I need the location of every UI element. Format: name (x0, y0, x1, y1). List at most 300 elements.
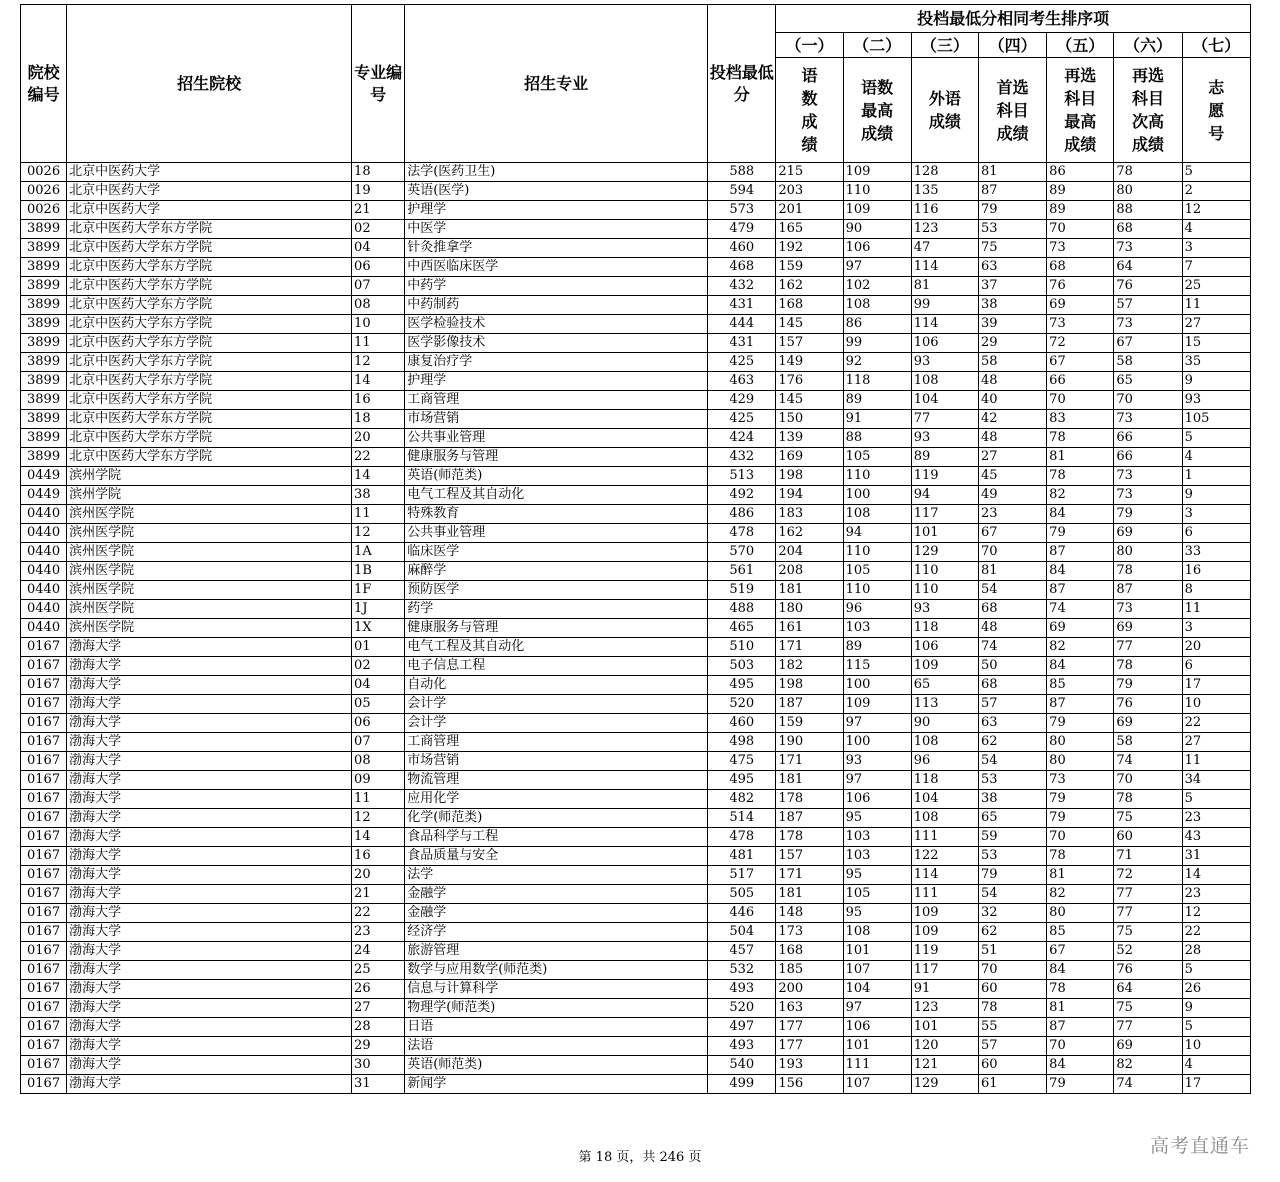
cell-min-score: 520 (708, 695, 776, 714)
cell-sort-2: 89 (843, 638, 911, 657)
cell-major-code: 05 (352, 695, 405, 714)
cell-sort-7: 93 (1182, 391, 1250, 410)
cell-min-score: 478 (708, 828, 776, 847)
cell-sort-3: 129 (911, 1075, 978, 1094)
cell-major-name: 食品科学与工程 (405, 828, 708, 847)
cell-sort-5: 81 (1047, 866, 1114, 885)
cell-major-name: 健康服务与管理 (405, 619, 708, 638)
cell-sort-6: 73 (1114, 315, 1182, 334)
cell-school-name: 渤海大学 (67, 657, 352, 676)
cell-sort-5: 79 (1047, 809, 1114, 828)
cell-sort-6: 69 (1114, 714, 1182, 733)
cell-sort-2: 90 (843, 220, 911, 239)
cell-school-name: 渤海大学 (67, 752, 352, 771)
cell-sort-6: 77 (1114, 885, 1182, 904)
cell-school-code: 0167 (21, 790, 67, 809)
cell-sort-7: 11 (1182, 752, 1250, 771)
table-header (21, 5, 1251, 163)
cell-sort-2: 95 (843, 866, 911, 885)
cell-school-code: 0167 (21, 695, 67, 714)
cell-sort-3: 110 (911, 581, 978, 600)
cell-sort-6: 79 (1114, 676, 1182, 695)
cell-sort-6: 70 (1114, 771, 1182, 790)
cell-major-code: 11 (352, 334, 405, 353)
cell-school-code: 0167 (21, 961, 67, 980)
cell-sort-7: 20 (1182, 638, 1250, 657)
cell-sort-7: 5 (1182, 429, 1250, 448)
cell-sort-5: 73 (1047, 239, 1114, 258)
cell-min-score: 570 (708, 543, 776, 562)
cell-min-score: 446 (708, 904, 776, 923)
cell-sort-5: 89 (1047, 182, 1114, 201)
cell-sort-7: 11 (1182, 296, 1250, 315)
cell-major-name: 中药制药 (405, 296, 708, 315)
cell-sort-2: 109 (843, 201, 911, 220)
cell-sort-3: 109 (911, 657, 978, 676)
cell-sort-6: 78 (1114, 790, 1182, 809)
cell-sort-3: 104 (911, 391, 978, 410)
cell-school-code: 0440 (21, 524, 67, 543)
cell-sort-4: 59 (978, 828, 1046, 847)
cell-sort-2: 100 (843, 733, 911, 752)
cell-major-name: 麻醉学 (405, 562, 708, 581)
cell-school-name: 北京中医药大学 (67, 163, 352, 182)
cell-school-code: 0167 (21, 999, 67, 1018)
cell-sort-2: 95 (843, 904, 911, 923)
cell-sort-6: 73 (1114, 486, 1182, 505)
cell-sort-7: 17 (1182, 1075, 1250, 1094)
cell-min-score: 465 (708, 619, 776, 638)
cell-sort-1: 139 (776, 429, 843, 448)
table-row (21, 828, 1251, 847)
cell-sort-1: 187 (776, 695, 843, 714)
cell-sort-5: 69 (1047, 619, 1114, 638)
header-major-name: 招生专业 (405, 5, 708, 163)
cell-sort-3: 104 (911, 790, 978, 809)
cell-school-name: 渤海大学 (67, 904, 352, 923)
table-row (21, 695, 1251, 714)
table-row (21, 1075, 1251, 1094)
cell-sort-1: 180 (776, 600, 843, 619)
cell-sort-2: 115 (843, 657, 911, 676)
cell-sort-4: 51 (978, 942, 1046, 961)
table-row (21, 866, 1251, 885)
cell-sort-5: 67 (1047, 942, 1114, 961)
cell-sort-5: 81 (1047, 999, 1114, 1018)
table-row (21, 581, 1251, 600)
cell-sort-1: 168 (776, 942, 843, 961)
cell-sort-5: 81 (1047, 448, 1114, 467)
table-row (21, 296, 1251, 315)
cell-sort-4: 79 (978, 201, 1046, 220)
cell-sort-7: 9 (1182, 486, 1250, 505)
cell-sort-1: 163 (776, 999, 843, 1018)
cell-sort-5: 78 (1047, 467, 1114, 486)
cell-min-score: 432 (708, 448, 776, 467)
cell-sort-5: 84 (1047, 657, 1114, 676)
cell-sort-5: 73 (1047, 771, 1114, 790)
cell-school-name: 北京中医药大学东方学院 (67, 315, 352, 334)
cell-min-score: 504 (708, 923, 776, 942)
cell-min-score: 432 (708, 277, 776, 296)
cell-sort-4: 58 (978, 353, 1046, 372)
cell-school-code: 0167 (21, 847, 67, 866)
cell-major-code: 24 (352, 942, 405, 961)
cell-sort-6: 71 (1114, 847, 1182, 866)
cell-school-code: 3899 (21, 277, 67, 296)
cell-min-score: 498 (708, 733, 776, 752)
cell-sort-1: 203 (776, 182, 843, 201)
cell-min-score: 425 (708, 353, 776, 372)
cell-major-name: 健康服务与管理 (405, 448, 708, 467)
cell-major-name: 会计学 (405, 695, 708, 714)
table-row (21, 676, 1251, 695)
cell-sort-4: 70 (978, 543, 1046, 562)
cell-sort-7: 7 (1182, 258, 1250, 277)
cell-school-name: 北京中医药大学东方学院 (67, 277, 352, 296)
cell-school-name: 北京中医药大学东方学院 (67, 220, 352, 239)
cell-school-code: 0440 (21, 562, 67, 581)
cell-min-score: 481 (708, 847, 776, 866)
cell-sort-7: 5 (1182, 961, 1250, 980)
cell-sort-3: 108 (911, 809, 978, 828)
cell-sort-1: 181 (776, 885, 843, 904)
cell-sort-6: 82 (1114, 1056, 1182, 1075)
cell-school-name: 渤海大学 (67, 638, 352, 657)
cell-sort-7: 35 (1182, 353, 1250, 372)
cell-school-name: 渤海大学 (67, 1056, 352, 1075)
cell-major-code: 28 (352, 1018, 405, 1037)
cell-school-code: 3899 (21, 353, 67, 372)
cell-sort-5: 70 (1047, 828, 1114, 847)
cell-sort-6: 64 (1114, 980, 1182, 999)
cell-major-code: 12 (352, 524, 405, 543)
cell-min-score: 499 (708, 1075, 776, 1094)
cell-major-name: 中药学 (405, 277, 708, 296)
cell-major-name: 数学与应用数学(师范类) (405, 961, 708, 980)
cell-sort-4: 78 (978, 999, 1046, 1018)
cell-major-code: 02 (352, 657, 405, 676)
cell-sort-1: 201 (776, 201, 843, 220)
cell-major-name: 预防医学 (405, 581, 708, 600)
table-row (21, 1056, 1251, 1075)
cell-major-code: 06 (352, 258, 405, 277)
cell-sort-4: 62 (978, 733, 1046, 752)
cell-sort-4: 79 (978, 866, 1046, 885)
cell-sort-3: 114 (911, 258, 978, 277)
table-row (21, 1018, 1251, 1037)
cell-min-score: 594 (708, 182, 776, 201)
cell-major-name: 护理学 (405, 201, 708, 220)
cell-school-code: 0167 (21, 923, 67, 942)
cell-sort-4: 53 (978, 847, 1046, 866)
cell-min-score: 540 (708, 1056, 776, 1075)
cell-sort-3: 106 (911, 334, 978, 353)
cell-sort-3: 119 (911, 942, 978, 961)
cell-sort-5: 80 (1047, 904, 1114, 923)
cell-sort-1: 198 (776, 676, 843, 695)
cell-sort-6: 73 (1114, 467, 1182, 486)
cell-sort-5: 70 (1047, 1037, 1114, 1056)
cell-sort-7: 15 (1182, 334, 1250, 353)
cell-major-name: 食品质量与安全 (405, 847, 708, 866)
cell-sort-4: 54 (978, 581, 1046, 600)
header-sub-label: 再选科目次高成绩 (1114, 58, 1182, 163)
cell-sort-5: 85 (1047, 923, 1114, 942)
cell-major-name: 金融学 (405, 904, 708, 923)
cell-major-name: 法学 (405, 866, 708, 885)
table-row (21, 714, 1251, 733)
cell-school-code: 0167 (21, 657, 67, 676)
cell-sort-1: 181 (776, 771, 843, 790)
cell-sort-7: 31 (1182, 847, 1250, 866)
cell-sort-4: 57 (978, 1037, 1046, 1056)
table-row (21, 429, 1251, 448)
cell-sort-3: 108 (911, 733, 978, 752)
cell-sort-7: 4 (1182, 448, 1250, 467)
cell-sort-2: 93 (843, 752, 911, 771)
cell-school-name: 渤海大学 (67, 999, 352, 1018)
cell-school-code: 3899 (21, 448, 67, 467)
cell-major-code: 11 (352, 505, 405, 524)
table-row (21, 562, 1251, 581)
cell-sort-4: 70 (978, 961, 1046, 980)
cell-sort-6: 88 (1114, 201, 1182, 220)
cell-sort-2: 92 (843, 353, 911, 372)
cell-school-name: 渤海大学 (67, 676, 352, 695)
cell-sort-3: 118 (911, 619, 978, 638)
cell-sort-1: 192 (776, 239, 843, 258)
cell-school-name: 北京中医药大学东方学院 (67, 296, 352, 315)
header-sub-label: 再选科目最高成绩 (1047, 58, 1114, 163)
cell-major-name: 英语(医学) (405, 182, 708, 201)
cell-sort-5: 87 (1047, 1018, 1114, 1037)
cell-sort-2: 96 (843, 600, 911, 619)
cell-min-score: 479 (708, 220, 776, 239)
cell-sort-1: 183 (776, 505, 843, 524)
cell-school-code: 0026 (21, 182, 67, 201)
cell-major-code: 10 (352, 315, 405, 334)
cell-sort-5: 79 (1047, 790, 1114, 809)
cell-min-score: 457 (708, 942, 776, 961)
cell-sort-7: 12 (1182, 201, 1250, 220)
cell-sort-5: 83 (1047, 410, 1114, 429)
cell-major-code: 23 (352, 923, 405, 942)
cell-sort-4: 87 (978, 182, 1046, 201)
cell-sort-4: 53 (978, 220, 1046, 239)
table-row (21, 239, 1251, 258)
cell-sort-6: 87 (1114, 581, 1182, 600)
cell-sort-4: 27 (978, 448, 1046, 467)
cell-major-code: 31 (352, 1075, 405, 1094)
header-sub-number: （三） (911, 33, 978, 58)
cell-sort-6: 80 (1114, 543, 1182, 562)
cell-sort-6: 78 (1114, 562, 1182, 581)
cell-min-score: 425 (708, 410, 776, 429)
cell-min-score: 460 (708, 714, 776, 733)
cell-sort-7: 27 (1182, 733, 1250, 752)
cell-major-code: 16 (352, 847, 405, 866)
table-row (21, 619, 1251, 638)
cell-sort-5: 68 (1047, 258, 1114, 277)
cell-sort-7: 22 (1182, 714, 1250, 733)
header-tie-group: 投档最低分相同考生排序项 (776, 5, 1251, 33)
cell-major-name: 金融学 (405, 885, 708, 904)
cell-sort-3: 65 (911, 676, 978, 695)
cell-school-code: 0167 (21, 714, 67, 733)
cell-sort-4: 60 (978, 1056, 1046, 1075)
cell-sort-1: 190 (776, 733, 843, 752)
cell-major-code: 22 (352, 448, 405, 467)
cell-sort-5: 84 (1047, 1056, 1114, 1075)
cell-sort-2: 109 (843, 163, 911, 182)
cell-sort-7: 16 (1182, 562, 1250, 581)
table-row (21, 638, 1251, 657)
cell-sort-2: 99 (843, 334, 911, 353)
cell-sort-3: 114 (911, 866, 978, 885)
cell-school-name: 渤海大学 (67, 885, 352, 904)
cell-school-code: 0440 (21, 619, 67, 638)
cell-sort-4: 48 (978, 429, 1046, 448)
table-row (21, 505, 1251, 524)
cell-min-score: 495 (708, 771, 776, 790)
table-row (21, 277, 1251, 296)
cell-sort-4: 54 (978, 752, 1046, 771)
cell-sort-3: 121 (911, 1056, 978, 1075)
cell-sort-7: 105 (1182, 410, 1250, 429)
cell-school-code: 0167 (21, 676, 67, 695)
cell-school-name: 北京中医药大学东方学院 (67, 372, 352, 391)
cell-sort-1: 177 (776, 1018, 843, 1037)
cell-sort-6: 77 (1114, 1018, 1182, 1037)
cell-major-name: 中西医临床医学 (405, 258, 708, 277)
cell-major-name: 法学(医药卫生) (405, 163, 708, 182)
cell-major-name: 医学检验技术 (405, 315, 708, 334)
cell-major-code: 38 (352, 486, 405, 505)
header-school-code: 院校编号 (21, 5, 67, 163)
cell-major-name: 药学 (405, 600, 708, 619)
cell-major-name: 工商管理 (405, 391, 708, 410)
cell-sort-1: 150 (776, 410, 843, 429)
cell-sort-3: 113 (911, 695, 978, 714)
cell-sort-7: 12 (1182, 904, 1250, 923)
table-row (21, 182, 1251, 201)
cell-major-code: 20 (352, 866, 405, 885)
cell-major-name: 市场营销 (405, 752, 708, 771)
cell-sort-2: 101 (843, 1037, 911, 1056)
cell-min-score: 431 (708, 334, 776, 353)
cell-sort-2: 97 (843, 999, 911, 1018)
cell-major-code: 1B (352, 562, 405, 581)
cell-sort-4: 62 (978, 923, 1046, 942)
cell-major-code: 25 (352, 961, 405, 980)
cell-sort-6: 73 (1114, 600, 1182, 619)
cell-sort-2: 105 (843, 562, 911, 581)
table-row (21, 942, 1251, 961)
cell-sort-3: 108 (911, 372, 978, 391)
cell-min-score: 561 (708, 562, 776, 581)
cell-sort-3: 89 (911, 448, 978, 467)
cell-sort-3: 129 (911, 543, 978, 562)
cell-sort-5: 86 (1047, 163, 1114, 182)
cell-major-code: 27 (352, 999, 405, 1018)
cell-sort-2: 110 (843, 467, 911, 486)
cell-sort-3: 123 (911, 220, 978, 239)
cell-school-code: 0167 (21, 1075, 67, 1094)
cell-major-code: 07 (352, 277, 405, 296)
cell-sort-2: 103 (843, 828, 911, 847)
cell-sort-5: 87 (1047, 543, 1114, 562)
cell-sort-7: 5 (1182, 163, 1250, 182)
cell-sort-5: 70 (1047, 220, 1114, 239)
cell-sort-6: 76 (1114, 695, 1182, 714)
cell-major-code: 14 (352, 372, 405, 391)
cell-major-name: 旅游管理 (405, 942, 708, 961)
cell-school-name: 渤海大学 (67, 980, 352, 999)
cell-sort-3: 90 (911, 714, 978, 733)
cell-sort-6: 78 (1114, 163, 1182, 182)
table-row (21, 467, 1251, 486)
cell-sort-5: 78 (1047, 847, 1114, 866)
cell-sort-1: 194 (776, 486, 843, 505)
cell-major-name: 化学(师范类) (405, 809, 708, 828)
cell-major-code: 1A (352, 543, 405, 562)
cell-sort-3: 114 (911, 315, 978, 334)
cell-sort-4: 68 (978, 600, 1046, 619)
cell-sort-3: 93 (911, 353, 978, 372)
cell-sort-3: 111 (911, 828, 978, 847)
cell-min-score: 532 (708, 961, 776, 980)
cell-major-name: 护理学 (405, 372, 708, 391)
cell-sort-3: 119 (911, 467, 978, 486)
cell-sort-2: 101 (843, 942, 911, 961)
cell-sort-2: 110 (843, 581, 911, 600)
cell-min-score: 588 (708, 163, 776, 182)
cell-sort-1: 208 (776, 562, 843, 581)
cell-sort-6: 68 (1114, 220, 1182, 239)
cell-school-name: 渤海大学 (67, 1075, 352, 1094)
table-row (21, 163, 1251, 182)
cell-min-score: 513 (708, 467, 776, 486)
cell-sort-2: 111 (843, 1056, 911, 1075)
cell-sort-4: 65 (978, 809, 1046, 828)
table-row (21, 961, 1251, 980)
cell-school-code: 0167 (21, 885, 67, 904)
cell-school-name: 北京中医药大学东方学院 (67, 391, 352, 410)
cell-sort-5: 84 (1047, 505, 1114, 524)
cell-sort-1: 168 (776, 296, 843, 315)
cell-major-name: 电子信息工程 (405, 657, 708, 676)
cell-sort-4: 48 (978, 619, 1046, 638)
cell-sort-3: 111 (911, 885, 978, 904)
cell-major-name: 医学影像技术 (405, 334, 708, 353)
cell-sort-6: 60 (1114, 828, 1182, 847)
cell-major-code: 20 (352, 429, 405, 448)
cell-sort-5: 79 (1047, 714, 1114, 733)
header-sub-number: （四） (978, 33, 1046, 58)
cell-school-code: 0440 (21, 581, 67, 600)
table-row (21, 904, 1251, 923)
cell-major-code: 12 (352, 353, 405, 372)
cell-major-code: 14 (352, 828, 405, 847)
cell-major-code: 09 (352, 771, 405, 790)
cell-sort-7: 9 (1182, 999, 1250, 1018)
cell-sort-2: 108 (843, 296, 911, 315)
cell-major-name: 工商管理 (405, 733, 708, 752)
cell-sort-6: 77 (1114, 638, 1182, 657)
cell-sort-1: 162 (776, 277, 843, 296)
cell-sort-1: 178 (776, 828, 843, 847)
